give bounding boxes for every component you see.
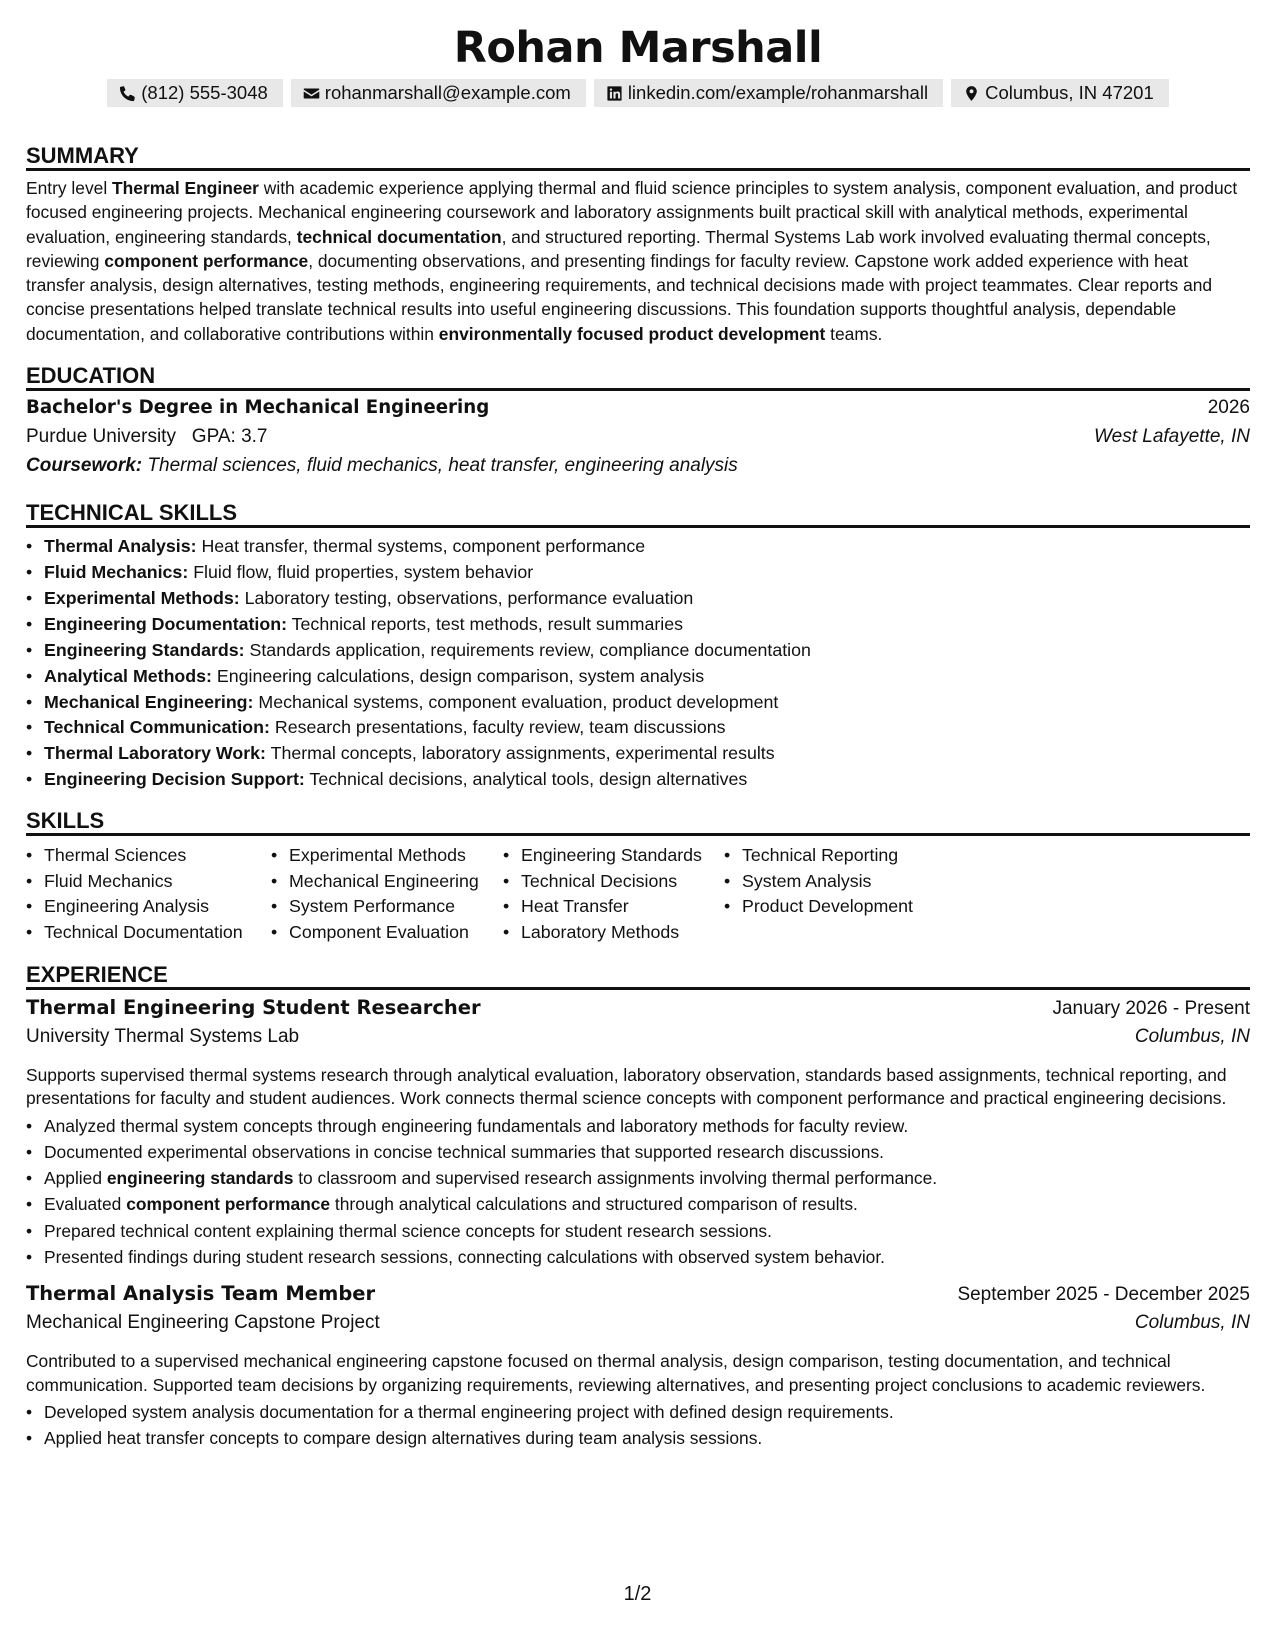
job-description: Contributed to a supervised mechanical engineering capstone focused on thermal analysis, design comparison, testing documentation, and technical communication. Supported team decisions by organizing requirements, reviewing alternatives, and presenting project conclusions to academic reviewers. xyxy=(26,1350,1206,1395)
technical-skill-item xyxy=(26,612,1250,638)
skills-heading: SKILLS xyxy=(26,806,1250,836)
job-bullet xyxy=(26,1244,1250,1270)
candidate-name: Rohan Marshall xyxy=(453,23,823,73)
skill-item: • Fluid Mechanics xyxy=(26,869,271,895)
skills-column xyxy=(503,843,724,945)
text-run: through analytical calculations and structured comparison of results. xyxy=(330,1194,858,1215)
bold-phrase: Thermal Engineer xyxy=(112,178,259,198)
text-run: teams. xyxy=(825,323,883,344)
email-text: rohanmarshall@example.com xyxy=(324,82,571,103)
skill-item: • Product Development xyxy=(724,894,944,920)
job-description: Supports supervised thermal systems research through analytical evaluation, laboratory observation, standards based assignments, technical reporting, and presentations for faculty and student audiences. Work connects thermal science concepts with component performance and practical engineering decisions. xyxy=(26,1064,1227,1109)
experience-list xyxy=(26,996,1250,1452)
technical-skill-item xyxy=(26,560,1250,586)
bold-phrase: engineering standards xyxy=(106,1168,294,1189)
resume-page xyxy=(26,0,1250,1452)
envelope-icon xyxy=(303,85,320,102)
job-organization: Mechanical Engineering Capstone Project xyxy=(26,1311,380,1333)
technical-skill-item xyxy=(26,715,1250,741)
technical-skill-item xyxy=(26,638,1250,664)
coursework-line xyxy=(26,455,1250,484)
location-text: Columbus, IN 47201 xyxy=(985,82,1154,103)
job-bullet xyxy=(26,1191,1250,1217)
skill-detail: Technical reports, test methods, result summaries xyxy=(287,613,683,634)
skill-detail: Thermal concepts, laboratory assignments, experimental results xyxy=(265,743,775,764)
job-entry xyxy=(26,996,1250,1270)
summary-heading: SUMMARY xyxy=(26,141,1250,171)
technical-skill-item xyxy=(26,767,1250,793)
technical-skills-heading: TECHNICAL SKILLS xyxy=(26,498,1250,528)
skill-detail: Fluid flow, fluid properties, system behavior xyxy=(188,561,534,582)
skill-label: Thermal Laboratory Work: xyxy=(44,743,266,764)
bold-phrase: component performance xyxy=(126,1194,331,1215)
phone-icon xyxy=(119,85,136,102)
job-organization: University Thermal Systems Lab xyxy=(26,1025,300,1047)
skill-item: • Component Evaluation xyxy=(271,920,503,946)
job-title: Thermal Engineering Student Researcher xyxy=(26,995,481,1019)
skill-label: Technical Communication: xyxy=(44,717,270,738)
linkedin-text: linkedin.com/example/rohanmarshall xyxy=(627,82,929,103)
skill-detail: Engineering calculations, design comparison, system analysis xyxy=(211,665,705,686)
phone-chip[interactable] xyxy=(107,79,283,107)
text-run: Evaluated xyxy=(44,1194,127,1215)
skills-column xyxy=(26,843,271,945)
job-bullet xyxy=(26,1218,1250,1244)
text-run: Analyzed thermal system concepts through engineering fundamentals and laboratory methods for faculty review. xyxy=(44,1115,909,1136)
text-run: , and structured reporting. Thermal Systems Lab work involved evaluating thermal concepts, reviewing xyxy=(26,226,1211,271)
skill-detail: Research presentations, faculty review, team discussions xyxy=(269,717,726,738)
skill-detail: Technical decisions, analytical tools, design alternatives xyxy=(304,769,748,790)
job-bullets xyxy=(26,1399,1250,1451)
text-run: to classroom and supervised research assignments involving thermal performance. xyxy=(293,1168,938,1189)
text-run: Applied heat transfer concepts to compare design alternatives during team analysis sessions. xyxy=(44,1428,763,1449)
linkedin-chip[interactable] xyxy=(594,79,943,107)
skill-detail: Mechanical systems, component evaluation, product development xyxy=(253,691,779,712)
school-location: West Lafayette, IN xyxy=(1094,426,1250,448)
skill-detail: Laboratory testing, observations, performance evaluation xyxy=(239,587,694,608)
job-bullet xyxy=(26,1139,1250,1165)
phone-text: (812) 555-3048 xyxy=(141,82,268,103)
skill-item: • Technical Documentation xyxy=(26,920,271,946)
job-bullet xyxy=(26,1165,1250,1191)
skill-item: • Engineering Analysis xyxy=(26,894,271,920)
technical-skill-item xyxy=(26,690,1250,716)
education-entry xyxy=(26,397,1250,484)
skill-label: Analytical Methods: xyxy=(44,665,212,686)
text-run: Prepared technical content explaining thermal science concepts for student research sessions. xyxy=(44,1220,772,1241)
skill-label: Mechanical Engineering: xyxy=(44,691,254,712)
job-dates: January 2026 - Present xyxy=(1052,997,1250,1019)
technical-skill-item xyxy=(26,741,1250,767)
coursework-text: Thermal sciences, fluid mechanics, heat transfer, engineering analysis xyxy=(147,455,738,477)
skill-item: • Laboratory Methods xyxy=(503,920,724,946)
bold-phrase: environmentally focused product development xyxy=(438,323,826,344)
summary-text xyxy=(26,176,1250,346)
email-chip[interactable] xyxy=(291,79,586,107)
skill-item: • Engineering Standards xyxy=(503,843,724,869)
skill-detail: Standards application, requirements review, compliance documentation xyxy=(244,639,811,660)
job-bullet xyxy=(26,1113,1250,1139)
job-entry xyxy=(26,1282,1250,1452)
job-title: Thermal Analysis Team Member xyxy=(26,1281,376,1305)
gpa: GPA: 3.7 xyxy=(191,426,268,448)
job-dates: September 2025 - December 2025 xyxy=(957,1283,1250,1305)
skills-column xyxy=(724,843,944,945)
skill-item: • Mechanical Engineering xyxy=(271,869,503,895)
text-run: Applied xyxy=(44,1168,107,1189)
text-run: with academic experience applying thermal and fluid science principles to system analysis, component evaluation, and product focused engineering projects. Mechanical engineering coursework and laboratory assignments built practical skill with analytical methods, experimental evaluation, engineering standards, xyxy=(26,178,1238,247)
skill-item: • Thermal Sciences xyxy=(26,843,271,869)
text-run: , documenting observations, and presenting findings for faculty review. Capstone work added experience with heat transfer analysis, design alternatives, testing methods, engineering requirements, and technical decisions made with project teammates. Clear reports and concise presentations helped translate technical results into useful engineering discussions. This foundation supports thoughtful analysis, dependable documentation, and collaborative contributions within xyxy=(26,250,1213,344)
experience-heading: EXPERIENCE xyxy=(26,960,1250,990)
linkedin-icon xyxy=(606,85,623,102)
skill-label: Engineering Documentation: xyxy=(44,613,288,634)
technical-skill-item xyxy=(26,664,1250,690)
text-run: Developed system analysis documentation for a thermal engineering project with defined design requirements. xyxy=(44,1402,894,1423)
school-name: Purdue University xyxy=(26,426,176,448)
degree-title: Bachelor's Degree in Mechanical Engineering xyxy=(26,397,490,419)
contact-bar xyxy=(26,79,1250,107)
job-bullet xyxy=(26,1399,1250,1425)
skill-detail: Heat transfer, thermal systems, component performance xyxy=(196,536,646,557)
text-run: Presented findings during student research sessions, connecting calculations with observed system behavior. xyxy=(44,1246,886,1267)
skill-label: Experimental Methods: xyxy=(44,587,240,608)
skill-item: • Technical Decisions xyxy=(503,869,724,895)
job-bullets xyxy=(26,1113,1250,1270)
skill-item: • System Performance xyxy=(271,894,503,920)
skill-label: Fluid Mechanics: xyxy=(44,561,189,582)
education-heading: EDUCATION xyxy=(26,361,1250,391)
graduation-year: 2026 xyxy=(1207,397,1250,419)
skill-label: Engineering Standards: xyxy=(44,639,245,660)
text-run: Documented experimental observations in concise technical summaries that supported research discussions. xyxy=(44,1141,884,1162)
skill-label: Engineering Decision Support: xyxy=(44,769,305,790)
text-run: Entry level xyxy=(26,178,113,198)
job-bullet xyxy=(26,1425,1250,1451)
job-location: Columbus, IN xyxy=(1134,1025,1250,1047)
skill-item: • System Analysis xyxy=(724,869,944,895)
skill-label: Thermal Analysis: xyxy=(44,536,197,557)
job-location: Columbus, IN xyxy=(1134,1311,1250,1333)
technical-skill-item xyxy=(26,534,1250,560)
school-line xyxy=(26,426,267,448)
bold-phrase: component performance xyxy=(104,250,309,271)
skills-column xyxy=(271,843,503,945)
technical-skills-list xyxy=(26,534,1250,793)
location-chip xyxy=(951,79,1169,107)
skill-item: • Heat Transfer xyxy=(503,894,724,920)
skills-grid xyxy=(26,843,1250,945)
skill-item: • Experimental Methods xyxy=(271,843,503,869)
skill-item: • Technical Reporting xyxy=(724,843,944,869)
map-marker-icon xyxy=(963,85,980,102)
technical-skill-item xyxy=(26,586,1250,612)
bold-phrase: technical documentation xyxy=(296,226,502,247)
coursework-label: Coursework: xyxy=(26,455,143,477)
page-number: 1/2 xyxy=(623,1583,652,1605)
